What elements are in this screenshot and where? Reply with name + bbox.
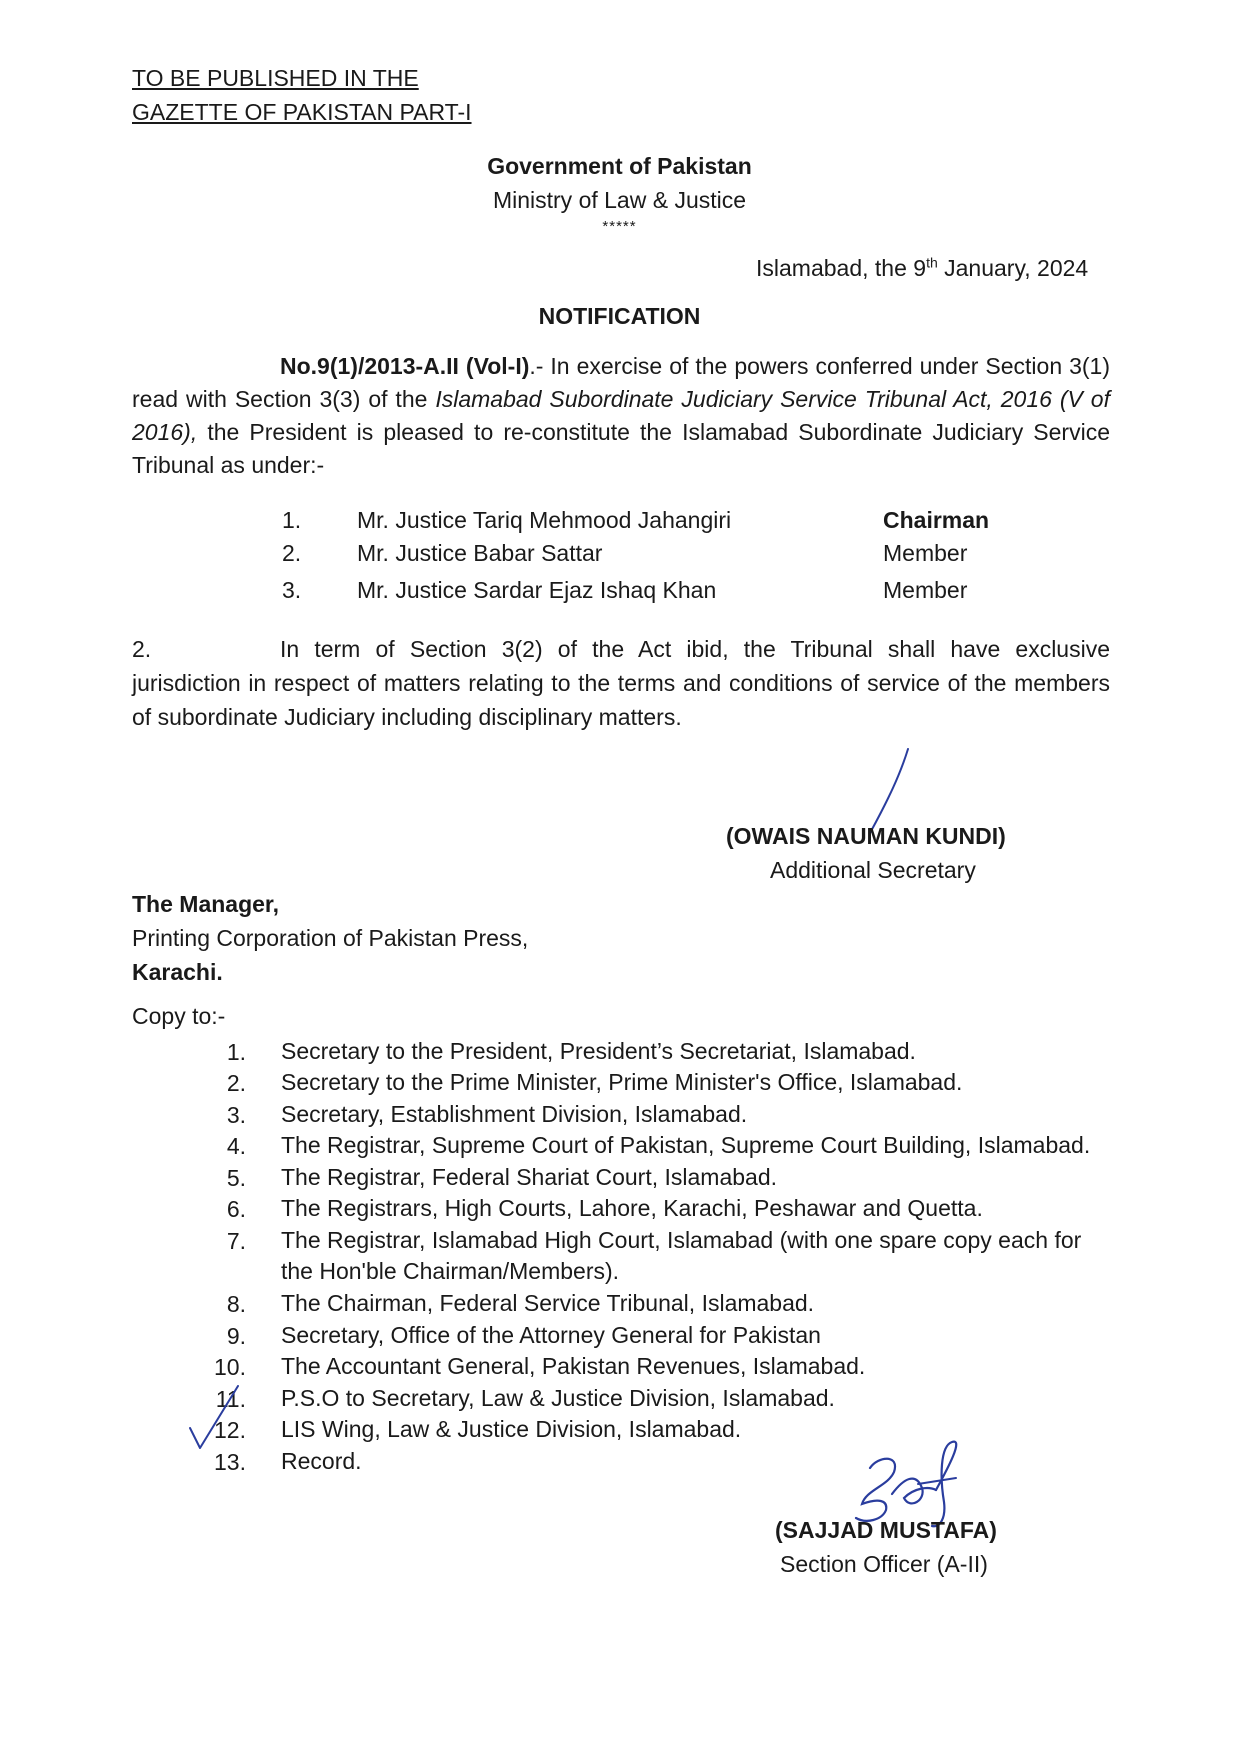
copy-item-text: The Registrar, Supreme Court of Pakistan, Supreme Court Building, Islamabad.	[281, 1132, 1091, 1158]
tribunal-name: Mr. Justice Tariq Mehmood Jahangiri	[357, 507, 732, 533]
tribunal-no: 3.	[282, 577, 302, 603]
place-date	[756, 252, 1088, 284]
stars-divider: *****	[602, 218, 637, 235]
notification-paragraph-1	[132, 350, 1110, 482]
copy-item-no: 10.	[214, 1354, 246, 1380]
copy-item-text: The Chairman, Federal Service Tribunal, Islamabad.	[281, 1290, 815, 1316]
copy-item-no: 8.	[226, 1291, 246, 1317]
para2-text: In term of Section 3(2) of the Act ibid, the Tribunal shall have exclusive jurisdiction in respect of matters relating to the terms and conditions of service of the members of subordinate Judiciary including disciplinary matters.	[132, 636, 1110, 730]
copy-item-text: The Registrar, Federal Shariat Court, Islamabad.	[281, 1164, 778, 1190]
addressee-title: The Manager,	[132, 891, 279, 917]
government-title: Government of Pakistan	[487, 153, 752, 179]
signatory-2-name: (SAJJAD MUSTAFA)	[775, 1517, 997, 1543]
para2-number: 2.	[132, 636, 152, 662]
copy-item-no: 11.	[215, 1386, 246, 1412]
place-date-suffix: January, 2024	[937, 255, 1089, 281]
copy-item-text: The Registrar, Islamabad High Court, Islamabad (with one spare copy each for the Hon'ble Chairman/Members).	[281, 1227, 1082, 1284]
addressee-city: Karachi.	[132, 959, 223, 985]
signatory-1-name: (OWAIS NAUMAN KUNDI)	[726, 823, 1006, 849]
tribunal-name: Mr. Justice Sardar Ejaz Ishaq Khan	[357, 577, 717, 603]
copy-item-text: Secretary to the President, President’s Secretariat, Islamabad.	[281, 1038, 916, 1064]
tribunal-role: Member	[883, 540, 968, 566]
tribunal-no: 1.	[282, 507, 302, 533]
copy-item-no: 6.	[226, 1196, 246, 1222]
ministry-title: Ministry of Law & Justice	[492, 187, 747, 213]
signatory-2-designation: Section Officer (A-II)	[780, 1551, 988, 1577]
copy-item-text: Secretary, Office of the Attorney General for Pakistan	[281, 1322, 821, 1348]
para1-text-a: .- In exercise of the powers conferred under Section 3(1) read with Section 3(3) of the	[132, 353, 1110, 412]
copy-item-text: The Registrars, High Courts, Lahore, Karachi, Peshawar and Quetta.	[281, 1195, 983, 1221]
copy-item-text: Secretary to the Prime Minister, Prime Minister's Office, Islamabad.	[281, 1069, 963, 1095]
copy-item-no: 5.	[226, 1165, 246, 1191]
copy-item-no: 3.	[226, 1102, 246, 1128]
copy-item-no: 12.	[214, 1417, 246, 1443]
copy-to-label: Copy to:-	[132, 1003, 226, 1029]
copy-item-text: Record.	[281, 1448, 362, 1474]
copy-item-no: 4.	[226, 1133, 246, 1159]
copy-item-no: 7.	[226, 1228, 246, 1254]
publish-line-2: GAZETTE OF PAKISTAN PART-I	[132, 99, 472, 125]
tribunal-name: Mr. Justice Babar Sattar	[357, 540, 603, 566]
copy-item-no: 2.	[226, 1070, 246, 1096]
copy-item-no: 9.	[226, 1323, 246, 1349]
reference-number: No.9(1)/2013-A.II (Vol-I)	[280, 353, 530, 379]
tribunal-no: 2.	[282, 540, 302, 566]
addressee-org: Printing Corporation of Pakistan Press,	[132, 925, 529, 951]
act-title: Islamabad Subordinate Judiciary Service Tribunal Act, 2016 (V of 2016),	[132, 386, 1110, 445]
para1-text-b: the President is pleased to re-constitute the Islamabad Subordinate Judiciary Service Tribunal as under:-	[132, 419, 1110, 478]
signatory-1-designation: Additional Secretary	[770, 857, 976, 883]
notification-title: NOTIFICATION	[538, 303, 701, 329]
tribunal-role: Chairman	[883, 507, 990, 533]
check-mark-icon	[186, 1382, 246, 1454]
tribunal-row	[0, 574, 1239, 612]
tribunal-role: Member	[883, 577, 968, 603]
publish-line-1: TO BE PUBLISHED IN THE	[132, 65, 419, 91]
place-date-sup: th	[926, 254, 938, 271]
notification-paragraph-2	[132, 632, 1110, 734]
tribunal-row	[0, 537, 1239, 575]
copy-item-text: P.S.O to Secretary, Law & Justice Division, Islamabad.	[281, 1385, 835, 1411]
copy-item-text: The Accountant General, Pakistan Revenues, Islamabad.	[281, 1353, 866, 1379]
copy-item-text: LIS Wing, Law & Justice Division, Islamabad.	[281, 1416, 742, 1442]
copy-item-no: 1.	[226, 1039, 246, 1065]
copy-item-text: Secretary, Establishment Division, Islamabad.	[281, 1101, 748, 1127]
copy-item-no: 13.	[214, 1449, 246, 1475]
place-date-prefix: Islamabad, the 9	[756, 255, 927, 281]
